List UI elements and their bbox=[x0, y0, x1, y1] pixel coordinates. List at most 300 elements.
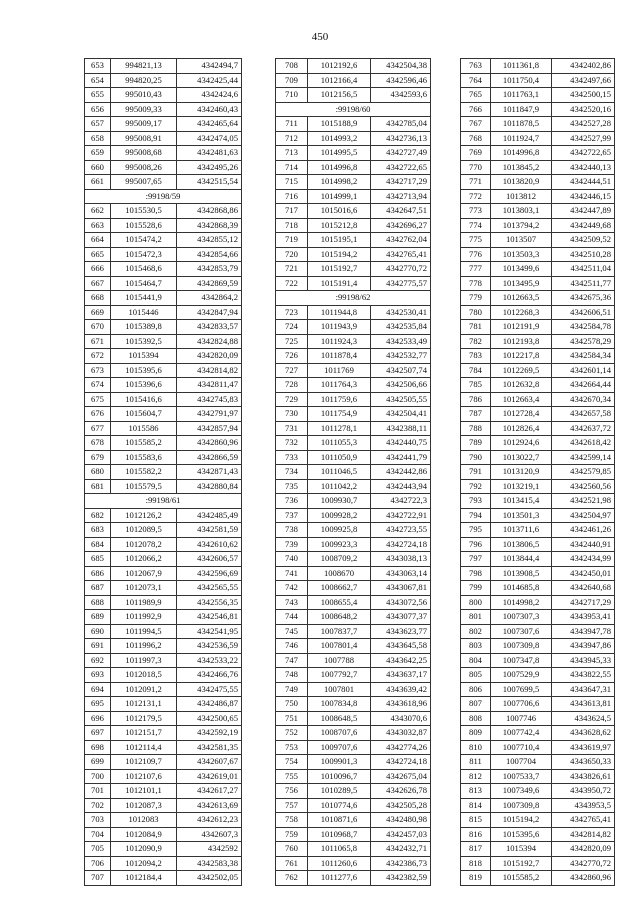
y-coordinate: 4342640,68 bbox=[552, 581, 615, 596]
y-coordinate: 4342457,03 bbox=[371, 827, 431, 842]
table-row bbox=[276, 668, 431, 683]
table-row bbox=[85, 856, 242, 871]
x-coordinate: 1015472,3 bbox=[111, 247, 177, 262]
table-row bbox=[461, 349, 615, 364]
table-row bbox=[85, 175, 242, 190]
point-number: 663 bbox=[85, 218, 111, 233]
y-coordinate: 4343070,6 bbox=[371, 711, 431, 726]
table-row bbox=[461, 740, 615, 755]
table-row bbox=[85, 436, 242, 451]
point-number: 742 bbox=[276, 581, 308, 596]
x-coordinate: 1012156,5 bbox=[308, 88, 371, 103]
point-number: 801 bbox=[461, 610, 491, 625]
table-row bbox=[276, 334, 431, 349]
point-number: 679 bbox=[85, 450, 111, 465]
x-coordinate: 1011042,2 bbox=[308, 479, 371, 494]
x-coordinate: 1012018,5 bbox=[111, 668, 177, 683]
y-coordinate: 4342765,41 bbox=[371, 247, 431, 262]
x-coordinate: 1015464,7 bbox=[111, 276, 177, 291]
x-coordinate: 1011769 bbox=[308, 363, 371, 378]
x-coordinate: 1011277,6 bbox=[308, 871, 371, 886]
point-number: 818 bbox=[461, 856, 491, 871]
table-row bbox=[85, 697, 242, 712]
x-coordinate: 1011055,3 bbox=[308, 436, 371, 451]
point-number: 762 bbox=[276, 871, 308, 886]
x-coordinate: 1014996,8 bbox=[491, 146, 552, 161]
x-coordinate: 1009928,2 bbox=[308, 508, 371, 523]
x-coordinate: 1012089,5 bbox=[111, 523, 177, 538]
table-row bbox=[85, 131, 242, 146]
x-coordinate: 1007529,9 bbox=[491, 668, 552, 683]
table-row bbox=[276, 436, 431, 451]
y-coordinate: 4342599,14 bbox=[552, 450, 615, 465]
point-number: 809 bbox=[461, 726, 491, 741]
point-number: 716 bbox=[276, 189, 308, 204]
parcel-id: :99198/61 bbox=[85, 494, 242, 509]
x-coordinate: 1012114,4 bbox=[111, 740, 177, 755]
table-row bbox=[461, 537, 615, 552]
point-number: 814 bbox=[461, 798, 491, 813]
table-row bbox=[276, 566, 431, 581]
y-coordinate: 4342505,55 bbox=[371, 392, 431, 407]
coordinate-table-column-1 bbox=[84, 58, 242, 886]
point-number: 816 bbox=[461, 827, 491, 842]
table-row bbox=[276, 624, 431, 639]
table-row bbox=[461, 639, 615, 654]
y-coordinate: 4342515,54 bbox=[177, 175, 242, 190]
point-number: 722 bbox=[276, 276, 308, 291]
table-row bbox=[85, 479, 242, 494]
y-coordinate: 4342847,94 bbox=[177, 305, 242, 320]
table-row bbox=[276, 160, 431, 175]
y-coordinate: 4342675,04 bbox=[371, 769, 431, 784]
y-coordinate: 4342774,26 bbox=[371, 740, 431, 755]
table-row bbox=[461, 813, 615, 828]
table-row bbox=[85, 320, 242, 335]
y-coordinate: 4343647,31 bbox=[552, 682, 615, 697]
x-coordinate: 1012924,6 bbox=[491, 436, 552, 451]
point-number: 784 bbox=[461, 363, 491, 378]
x-coordinate: 1015192,7 bbox=[491, 856, 552, 871]
x-coordinate: 1015468,6 bbox=[111, 262, 177, 277]
y-coordinate: 4342511,77 bbox=[552, 276, 615, 291]
table-row bbox=[461, 131, 615, 146]
x-coordinate: 1013812 bbox=[491, 189, 552, 204]
x-coordinate: 1015396,6 bbox=[111, 378, 177, 393]
point-number: 734 bbox=[276, 465, 308, 480]
x-coordinate: 1008648,5 bbox=[308, 711, 371, 726]
point-number: 778 bbox=[461, 276, 491, 291]
x-coordinate: 994821,13 bbox=[111, 59, 177, 74]
table-row bbox=[276, 755, 431, 770]
point-number: 683 bbox=[85, 523, 111, 538]
point-number: 779 bbox=[461, 291, 491, 306]
y-coordinate: 4342596,69 bbox=[177, 566, 242, 581]
point-number: 753 bbox=[276, 740, 308, 755]
table-row bbox=[461, 189, 615, 204]
point-number: 777 bbox=[461, 262, 491, 277]
point-number: 745 bbox=[276, 624, 308, 639]
y-coordinate: 4342592,19 bbox=[177, 726, 242, 741]
y-coordinate: 4342610,62 bbox=[177, 537, 242, 552]
y-coordinate: 4343642,25 bbox=[371, 653, 431, 668]
x-coordinate: 1012184,4 bbox=[111, 871, 177, 886]
y-coordinate: 4342579,85 bbox=[552, 465, 615, 480]
table-row bbox=[85, 117, 242, 132]
point-number: 806 bbox=[461, 682, 491, 697]
point-number: 794 bbox=[461, 508, 491, 523]
table-row bbox=[461, 276, 615, 291]
table-row bbox=[276, 479, 431, 494]
table-row bbox=[85, 610, 242, 625]
table-row bbox=[461, 305, 615, 320]
x-coordinate: 1015528,6 bbox=[111, 218, 177, 233]
y-coordinate: 4342447,89 bbox=[552, 204, 615, 219]
y-coordinate: 4342696,27 bbox=[371, 218, 431, 233]
y-coordinate: 4343826,61 bbox=[552, 769, 615, 784]
point-number: 670 bbox=[85, 320, 111, 335]
point-number: 673 bbox=[85, 363, 111, 378]
y-coordinate: 4342535,84 bbox=[371, 320, 431, 335]
x-coordinate: 1015194,2 bbox=[491, 813, 552, 828]
x-coordinate: 1015394 bbox=[491, 842, 552, 857]
point-number: 768 bbox=[461, 131, 491, 146]
point-number: 695 bbox=[85, 697, 111, 712]
table-row bbox=[461, 827, 615, 842]
table-row bbox=[85, 88, 242, 103]
point-number: 706 bbox=[85, 856, 111, 871]
table-row bbox=[276, 363, 431, 378]
table-row bbox=[276, 871, 431, 886]
x-coordinate: 995010,43 bbox=[111, 88, 177, 103]
x-coordinate: 1012094,2 bbox=[111, 856, 177, 871]
y-coordinate: 4342434,99 bbox=[552, 552, 615, 567]
y-coordinate: 4342765,41 bbox=[552, 813, 615, 828]
point-number: 715 bbox=[276, 175, 308, 190]
y-coordinate: 4342443,94 bbox=[371, 479, 431, 494]
y-coordinate: 4342500,15 bbox=[552, 88, 615, 103]
y-coordinate: 4342497,66 bbox=[552, 73, 615, 88]
table-row bbox=[85, 537, 242, 552]
y-coordinate: 4342449,68 bbox=[552, 218, 615, 233]
point-number: 712 bbox=[276, 131, 308, 146]
y-coordinate: 4342442,86 bbox=[371, 465, 431, 480]
y-coordinate: 4342785,04 bbox=[371, 117, 431, 132]
x-coordinate: 1007837,7 bbox=[308, 624, 371, 639]
y-coordinate: 4343953,5 bbox=[552, 798, 615, 813]
table-row bbox=[276, 204, 431, 219]
point-number: 684 bbox=[85, 537, 111, 552]
x-coordinate: 1014993,2 bbox=[308, 131, 371, 146]
point-number: 708 bbox=[276, 59, 308, 74]
x-coordinate: 1015604,7 bbox=[111, 407, 177, 422]
x-coordinate: 1012090,9 bbox=[111, 842, 177, 857]
x-coordinate: 1011944,8 bbox=[308, 305, 371, 320]
table-row bbox=[276, 653, 431, 668]
y-coordinate: 4342607,67 bbox=[177, 755, 242, 770]
point-number: 756 bbox=[276, 784, 308, 799]
table-row bbox=[85, 581, 242, 596]
y-coordinate: 4343032,87 bbox=[371, 726, 431, 741]
table-row bbox=[276, 494, 431, 509]
x-coordinate: 1015194,2 bbox=[308, 247, 371, 262]
table-row bbox=[85, 682, 242, 697]
y-coordinate: 4343822,55 bbox=[552, 668, 615, 683]
y-coordinate: 4342584,34 bbox=[552, 349, 615, 364]
x-coordinate: 1007347,8 bbox=[491, 653, 552, 668]
point-number: 754 bbox=[276, 755, 308, 770]
x-coordinate: 1009923,3 bbox=[308, 537, 371, 552]
point-number: 719 bbox=[276, 233, 308, 248]
x-coordinate: 1012131,1 bbox=[111, 697, 177, 712]
table-row bbox=[85, 726, 242, 741]
y-coordinate: 4342814,82 bbox=[552, 827, 615, 842]
point-number: 749 bbox=[276, 682, 308, 697]
x-coordinate: 1008709,2 bbox=[308, 552, 371, 567]
y-coordinate: 4342791,97 bbox=[177, 407, 242, 422]
point-number: 775 bbox=[461, 233, 491, 248]
table-row bbox=[276, 465, 431, 480]
y-coordinate: 4342583,38 bbox=[177, 856, 242, 871]
y-coordinate: 4342675,36 bbox=[552, 291, 615, 306]
x-coordinate: 1012166,4 bbox=[308, 73, 371, 88]
table-row bbox=[276, 610, 431, 625]
y-coordinate: 4343628,62 bbox=[552, 726, 615, 741]
point-number: 660 bbox=[85, 160, 111, 175]
y-coordinate: 4342504,41 bbox=[371, 407, 431, 422]
point-number: 807 bbox=[461, 697, 491, 712]
parcel-id: :99198/60 bbox=[276, 102, 431, 117]
point-number: 688 bbox=[85, 595, 111, 610]
x-coordinate: 1012193,8 bbox=[491, 334, 552, 349]
x-coordinate: 1012179,5 bbox=[111, 711, 177, 726]
x-coordinate: 1008670 bbox=[308, 566, 371, 581]
point-number: 766 bbox=[461, 102, 491, 117]
x-coordinate: 1012151,7 bbox=[111, 726, 177, 741]
y-coordinate: 4342485,49 bbox=[177, 508, 242, 523]
table-row bbox=[461, 233, 615, 248]
y-coordinate: 4342502,05 bbox=[177, 871, 242, 886]
point-number: 804 bbox=[461, 653, 491, 668]
x-coordinate: 1010968,7 bbox=[308, 827, 371, 842]
point-number: 677 bbox=[85, 421, 111, 436]
point-number: 666 bbox=[85, 262, 111, 277]
x-coordinate: 1013499,6 bbox=[491, 262, 552, 277]
y-coordinate: 4342854,66 bbox=[177, 247, 242, 262]
point-number: 714 bbox=[276, 160, 308, 175]
table-row bbox=[276, 537, 431, 552]
point-number: 674 bbox=[85, 378, 111, 393]
point-number: 793 bbox=[461, 494, 491, 509]
y-coordinate: 4342657,58 bbox=[552, 407, 615, 422]
x-coordinate: 1007706,6 bbox=[491, 697, 552, 712]
table-row bbox=[85, 305, 242, 320]
table-row bbox=[461, 653, 615, 668]
parcel-header-row bbox=[85, 494, 242, 509]
x-coordinate: 1007801,4 bbox=[308, 639, 371, 654]
table-row bbox=[85, 378, 242, 393]
table-row bbox=[276, 276, 431, 291]
table-row bbox=[276, 813, 431, 828]
y-coordinate: 4342770,72 bbox=[552, 856, 615, 871]
table-row bbox=[461, 494, 615, 509]
point-number: 752 bbox=[276, 726, 308, 741]
y-coordinate: 4343619,97 bbox=[552, 740, 615, 755]
table-row bbox=[85, 146, 242, 161]
y-coordinate: 4343947,86 bbox=[552, 639, 615, 654]
point-number: 676 bbox=[85, 407, 111, 422]
point-number: 668 bbox=[85, 291, 111, 306]
point-number: 783 bbox=[461, 349, 491, 364]
y-coordinate: 4343953,41 bbox=[552, 610, 615, 625]
table-row bbox=[276, 595, 431, 610]
table-row bbox=[461, 218, 615, 233]
y-coordinate: 4343624,5 bbox=[552, 711, 615, 726]
table-row bbox=[461, 363, 615, 378]
point-number: 747 bbox=[276, 653, 308, 668]
x-coordinate: 1007801 bbox=[308, 682, 371, 697]
x-coordinate: 1008655,4 bbox=[308, 595, 371, 610]
y-coordinate: 4342722,3 bbox=[371, 494, 431, 509]
x-coordinate: 1012087,3 bbox=[111, 798, 177, 813]
y-coordinate: 4342560,56 bbox=[552, 479, 615, 494]
y-coordinate: 4342820,09 bbox=[552, 842, 615, 857]
x-coordinate: 1015191,4 bbox=[308, 276, 371, 291]
table-row bbox=[85, 653, 242, 668]
y-coordinate: 4342440,91 bbox=[552, 537, 615, 552]
point-number: 750 bbox=[276, 697, 308, 712]
table-row bbox=[461, 581, 615, 596]
y-coordinate: 4342581,59 bbox=[177, 523, 242, 538]
x-coordinate: 1013908,5 bbox=[491, 566, 552, 581]
x-coordinate: 995008,91 bbox=[111, 131, 177, 146]
y-coordinate: 4342864,2 bbox=[177, 291, 242, 306]
y-coordinate: 4342770,72 bbox=[371, 262, 431, 277]
point-number: 735 bbox=[276, 479, 308, 494]
x-coordinate: 1014685,8 bbox=[491, 581, 552, 596]
y-coordinate: 4342402,86 bbox=[552, 59, 615, 74]
table-row bbox=[276, 320, 431, 335]
table-row bbox=[276, 552, 431, 567]
coordinate-table-column-2 bbox=[275, 58, 431, 886]
point-number: 803 bbox=[461, 639, 491, 654]
y-coordinate: 4342607,3 bbox=[177, 827, 242, 842]
point-number: 725 bbox=[276, 334, 308, 349]
table-row bbox=[461, 697, 615, 712]
point-number: 760 bbox=[276, 842, 308, 857]
point-number: 781 bbox=[461, 320, 491, 335]
table-row bbox=[461, 334, 615, 349]
table-row bbox=[85, 798, 242, 813]
table-row bbox=[85, 508, 242, 523]
point-number: 790 bbox=[461, 450, 491, 465]
table-row bbox=[276, 798, 431, 813]
y-coordinate: 4342486,87 bbox=[177, 697, 242, 712]
x-coordinate: 1007307,6 bbox=[491, 624, 552, 639]
table-row bbox=[276, 88, 431, 103]
table-row bbox=[461, 595, 615, 610]
table-row bbox=[276, 784, 431, 799]
table-row bbox=[461, 291, 615, 306]
y-coordinate: 4342869,59 bbox=[177, 276, 242, 291]
point-number: 788 bbox=[461, 421, 491, 436]
x-coordinate: 1010096,7 bbox=[308, 769, 371, 784]
table-row bbox=[85, 842, 242, 857]
table-row bbox=[276, 175, 431, 190]
table-row bbox=[276, 639, 431, 654]
x-coordinate: 1012826,4 bbox=[491, 421, 552, 436]
y-coordinate: 4343945,33 bbox=[552, 653, 615, 668]
y-coordinate: 4342717,29 bbox=[371, 175, 431, 190]
point-number: 711 bbox=[276, 117, 308, 132]
table-row bbox=[276, 73, 431, 88]
point-number: 817 bbox=[461, 842, 491, 857]
table-row bbox=[85, 595, 242, 610]
table-row bbox=[85, 102, 242, 117]
x-coordinate: 1013219,1 bbox=[491, 479, 552, 494]
point-number: 795 bbox=[461, 523, 491, 538]
table-row bbox=[461, 421, 615, 436]
point-number: 730 bbox=[276, 407, 308, 422]
table-row bbox=[461, 378, 615, 393]
x-coordinate: 1012663,5 bbox=[491, 291, 552, 306]
table-row bbox=[85, 247, 242, 262]
x-coordinate: 1015586 bbox=[111, 421, 177, 436]
point-number: 717 bbox=[276, 204, 308, 219]
x-coordinate: 1013844,4 bbox=[491, 552, 552, 567]
point-number: 687 bbox=[85, 581, 111, 596]
table-row bbox=[461, 73, 615, 88]
y-coordinate: 4342507,74 bbox=[371, 363, 431, 378]
x-coordinate: 1011764,3 bbox=[308, 378, 371, 393]
y-coordinate: 4342450,01 bbox=[552, 566, 615, 581]
table-row bbox=[461, 204, 615, 219]
y-coordinate: 4342510,28 bbox=[552, 247, 615, 262]
table-row bbox=[276, 450, 431, 465]
table-row bbox=[276, 421, 431, 436]
x-coordinate: 1012191,9 bbox=[491, 320, 552, 335]
y-coordinate: 4342860,96 bbox=[177, 436, 242, 451]
x-coordinate: 1012067,9 bbox=[111, 566, 177, 581]
x-coordinate: 1012126,2 bbox=[111, 508, 177, 523]
x-coordinate: 1011924,7 bbox=[491, 131, 552, 146]
point-number: 780 bbox=[461, 305, 491, 320]
table-row bbox=[461, 711, 615, 726]
x-coordinate: 1015392,5 bbox=[111, 334, 177, 349]
table-row bbox=[461, 755, 615, 770]
point-number: 691 bbox=[85, 639, 111, 654]
y-coordinate: 4342578,29 bbox=[552, 334, 615, 349]
table-row bbox=[85, 740, 242, 755]
coordinate-table-column-3 bbox=[460, 58, 615, 886]
x-coordinate: 1014995,5 bbox=[308, 146, 371, 161]
table-row bbox=[461, 479, 615, 494]
point-number: 740 bbox=[276, 552, 308, 567]
point-number: 799 bbox=[461, 581, 491, 596]
table-row bbox=[276, 233, 431, 248]
table-row bbox=[276, 740, 431, 755]
x-coordinate: 1013820,9 bbox=[491, 175, 552, 190]
point-number: 812 bbox=[461, 769, 491, 784]
point-number: 737 bbox=[276, 508, 308, 523]
y-coordinate: 4342505,28 bbox=[371, 798, 431, 813]
y-coordinate: 4342532,77 bbox=[371, 349, 431, 364]
table-row bbox=[85, 566, 242, 581]
table-row bbox=[85, 871, 242, 886]
y-coordinate: 4342811,47 bbox=[177, 378, 242, 393]
y-coordinate: 4342382,59 bbox=[371, 871, 431, 886]
table-row bbox=[461, 320, 615, 335]
